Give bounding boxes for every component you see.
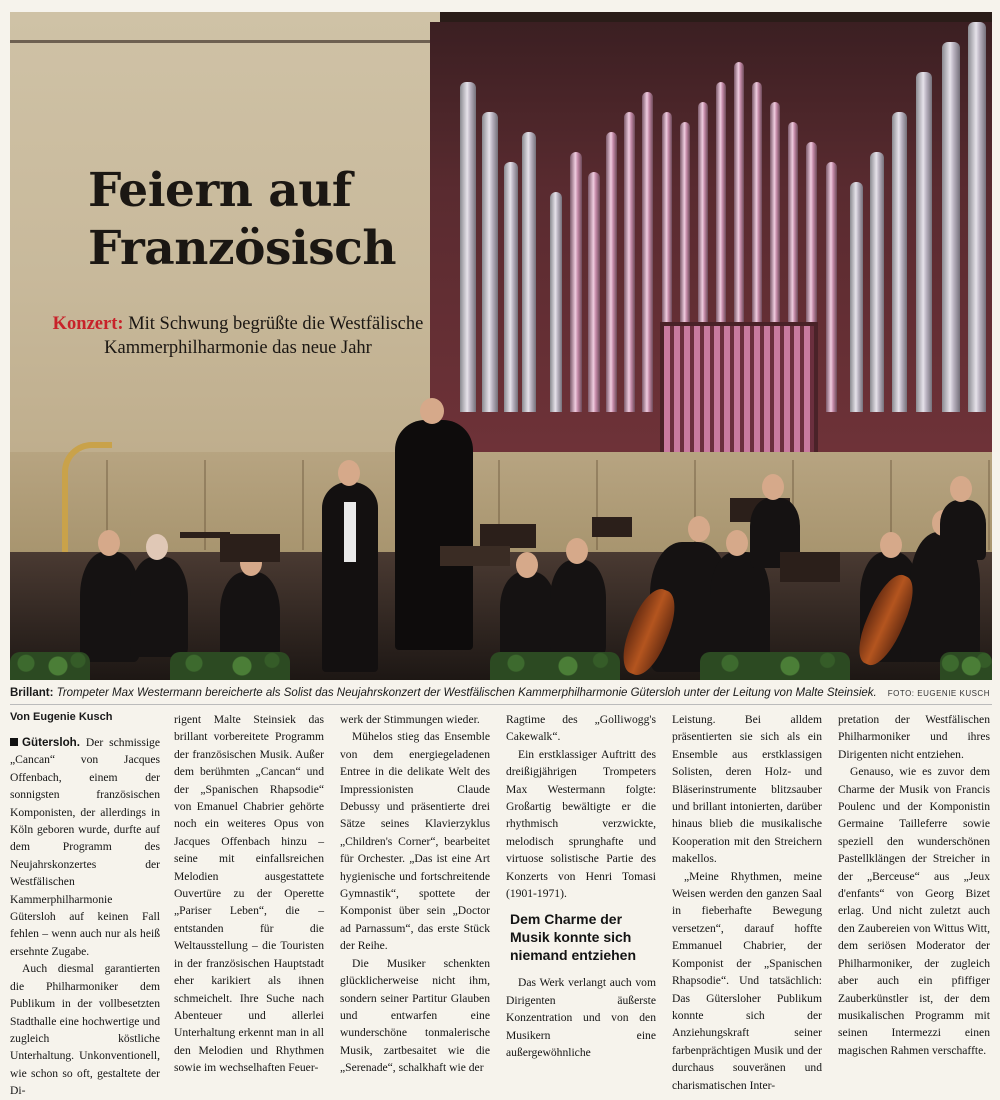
plant-decoration: [10, 652, 90, 680]
trumpeter-soloist: [322, 482, 378, 672]
photo-credit: FOTO: EUGENIE KUSCH: [887, 689, 990, 698]
ceiling-line: [10, 40, 440, 43]
subline: Konzert: Mit Schwung begrüßte die Westfälische Kammerphilharmonie das neue Jahr: [52, 314, 424, 358]
article-column-2: rigent Malte Steinsiek das brillant vorbereitete Programm der französischen Musik. Außer dem berühmten „Cancan“ und der „Spanischen Rhapsodie“ von Emanuel Chabrier gehörte noch ein weiteres Opus von Jacques Offenbach hinzu – seine mit einfallsreichen Melodien ausgestattete Ouvertüre zu der Operette „Pariser Leben“, die – entstanden für die Weltausstellung – die Touristen in der französischen Hauptstadt eher karikiert als ihnen schmeichelt. Ihre Suche nach Abenteuer und allerlei Unterhaltung erkennt man in all den Melodien und Rhythmen sowie im wechselhaften Feuer-: [174, 713, 324, 1075]
divider: [10, 704, 992, 705]
dateline: Gütersloh.: [22, 736, 80, 749]
concert-photo: [10, 12, 992, 680]
article-column-1: Gütersloh. Der schmissige „Cancan“ von Jacques Offenbach, einem der sonnigsten französischen Komponisten, der allerdings in Köln geboren wurde, durfte auf dem Programm des Neujahrskonzertes der Westfälischen Kammerphilharmonie Gütersloh auf keinen Fall fehlen – wenn auch nur als heiß ersehnte Zugabe. Auch diesmal garantierten die Philharmoniker dem Publikum in der vollbesetzten Stadthalle eine hochwertige und zugleich köstliche Unterhaltung. Unkonventionell, wie schon so oft, gestaltete der Di-: [10, 736, 160, 1098]
article-column-5: Leistung. Bei alldem präsentierten sie sich als ein Ensemble aus erstklassigen Solisten, deren Holz- und Bläserinstrumente blitzsauber und brillant intonierten, darüber hinaus blieb die musikalische Kooperation mit den Streichern makellos. „Meine Rhythmen, meine Weisen werden den ganzen Saal in fieberhafte Bewegung versetzen“, darauf hoffte Emmanuel Chabrier, der Komponist der „Spanischen Rhapsodie“. Und tatsächlich: Das Gütersloher Publikum konnte sich der Anziehungskraft seiner farbenprächtigen Musik und der durchaus souveränen und charismatischen Inter-: [672, 713, 822, 1092]
subheading: Dem Charme der Musik konnte sich niemand entziehen: [510, 911, 637, 964]
article-column-4: Ragtime des „Golliwogg's Cakewalk“. Ein erstklassiger Auftritt des dreißigjährigen Trompeters Max Westermann folgte: Großartig bewältigte er die rhythmisch verzwickte, melodisch sprunghafte und virtuose solistische Partie des Konzerts von Henri Tomasi (1901-1971). Dem Charme der Musik konnte sich niemand entziehen Das Werk verlangt auch vom Dirigenten äußerste Konzentration und von den Musikern eine außergewöhnliche: [506, 713, 656, 1060]
article-column-6: pretation der Westfälischen Philharmoniker und ihres Dirigenten nicht entziehen. Genauso, wie es zuvor dem Charme der Musik von Francis Poulenc und der Komponistin Germaine Tailleferre sowie speziell den wunderschönen Pastellklängen der Streicher in der „Berceuse“ aus „Jeux d'enfants“ von Georg Bizet erlag. Und nicht zuletzt auch den Zaubereien von Wittus Witt, dem seriösen Moderator der Philharmoniker, der zugleich aber auch ein pfiffiger Zauberkünstler ist, der dem musikalischen Programm mit seinen Intermezzi einen magischen Rahmen verschaffte.: [838, 713, 990, 1057]
violinist: [130, 557, 188, 657]
kicker: Konzert:: [52, 314, 124, 334]
article-column-3: werk der Stimmungen wieder. Mühelos stieg das Ensemble von dem energiegeladenen Entree in die delikate Welt des Impressionisten Claude Debussy und präsentierte drei Sätze seines Klavierzyklus „Children's Corner“, bearbeitet für Orchester. „Das ist eine Art hygienische und fortschreitende Gymnastik“, spottete der Komponist über sein „Doctor ad Parnassum“, das erste Stück der Reihe. Die Musiker schenkten glücklicherweise nicht ihm, sondern seiner Partitur Glauben und entwarfen eine wunderschöne tonmalerische Musik, zartbesaitet wie die „Serenade“, schalkhaft wie der: [340, 713, 490, 1075]
square-bullet-icon: [10, 738, 18, 746]
organ-console-frame: [660, 322, 818, 460]
headline: Feiern auf Französisch: [88, 163, 397, 276]
byline: Von Eugenie Kusch: [10, 711, 113, 723]
pipe-organ: [430, 22, 992, 452]
photo-caption: Brillant: Trompeter Max Westermann bereicherte als Solist das Neujahrskonzert der Westfälischen Kammerphilharmonie Gütersloh unter der Leitung von Malte Steinsiek. FOTO: EUGENIE KUSCH: [10, 684, 992, 702]
conductor: [395, 420, 473, 650]
